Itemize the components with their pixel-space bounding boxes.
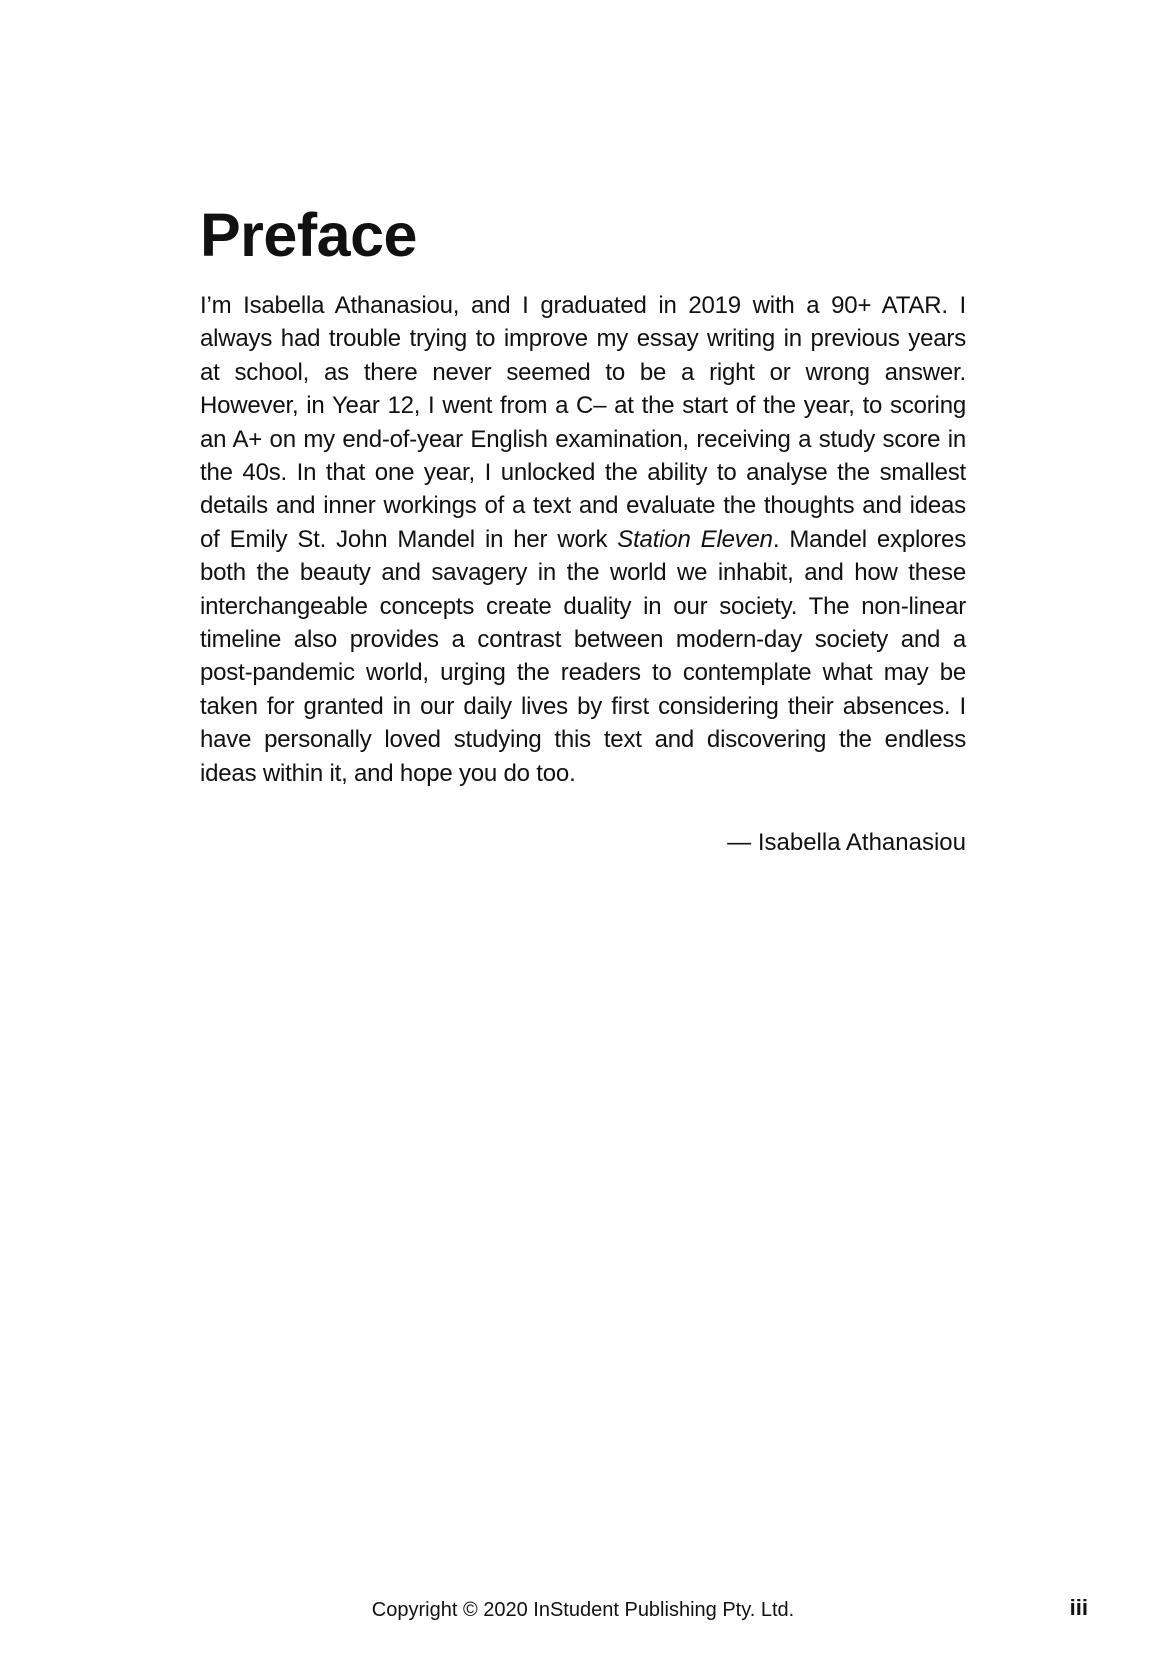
preface-paragraph [200,289,966,790]
book-title: Station Eleven [617,525,773,553]
page-title: Preface [200,201,417,269]
preface-text-part2: . Mandel explores both the beauty and savagery in the world we inhabit, and how these interchangeable concepts create duality in our society. The non-linear timeline also provides a contrast between modern-day society and a post-pandemic world, urging the readers to contemplate what may be taken for granted in our daily lives by first considering their absences. I have personally loved studying this text and discovering the endless ideas within it, and hope you do too. [200,525,966,787]
author-signature: — Isabella Athanasiou [727,829,966,856]
preface-text-part1: I’m Isabella Athanasiou, and I graduated in 2019 with a 90+ ATAR. I always had trouble trying to improve my essay writing in previous years at school, as there never seemed to be a right or wrong answer. However, in Year 12, I went from a C– at the start of the year, to scoring an A+ on my end-of-year English examination, receiving a study score in the 40s. In that one year, I unlocked the ability to analyse the smallest details and inner workings of a text and evaluate the thoughts and ideas of Emily St. John Mandel in her work [200,292,966,553]
copyright-footer: Copyright © 2020 InStudent Publishing Pty. Ltd. [371,1599,795,1621]
page-number: iii [1069,1595,1088,1620]
